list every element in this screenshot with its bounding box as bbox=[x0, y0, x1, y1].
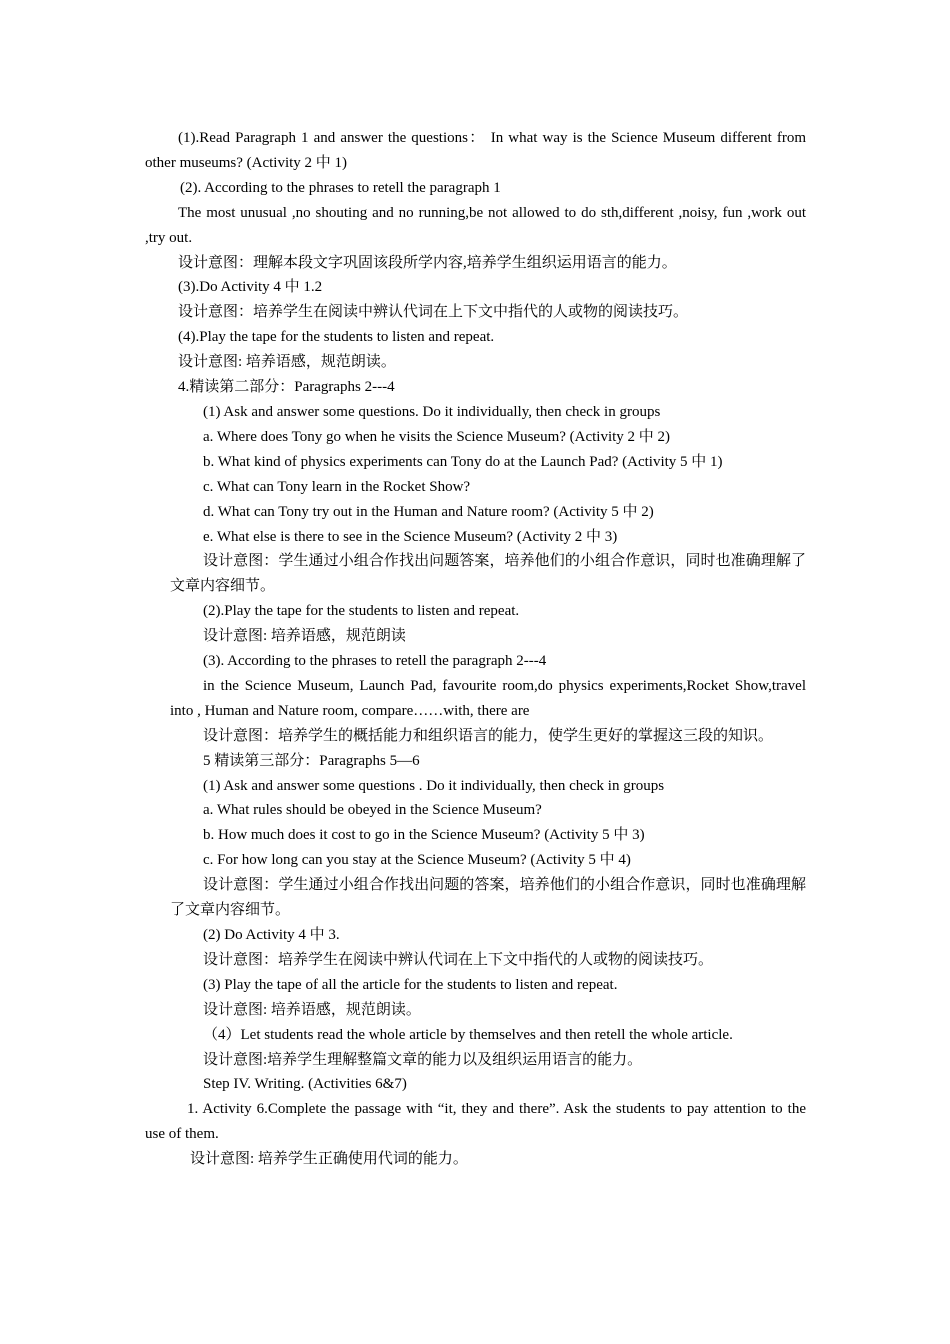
design-intent-10: 设计意图:培养学生理解整篇文章的能力以及组织运用语言的能力。 bbox=[203, 1051, 643, 1068]
question-a-2: a. What rules should be obeyed in the Science Museum? bbox=[203, 802, 542, 819]
step-iv-heading: Step IV. Writing. (Activities 6&7) bbox=[203, 1076, 407, 1093]
design-intent-1: 设计意图：理解本段文字巩固该段所学内容,培养学生组织运用语言的能力。 bbox=[178, 254, 677, 271]
ask-answer-step-2: (1) Ask and answer some questions . Do it individually, then check in groups bbox=[203, 777, 665, 794]
question-a: a. Where does Tony go when he visits the Science Museum? (Activity 2 中 2) bbox=[203, 428, 671, 445]
question-b-2: b. How much does it cost to go in the Science Museum? (Activity 5 中 3) bbox=[203, 827, 645, 844]
play-tape-step-2: (2).Play the tape for the students to listen and repeat. bbox=[203, 603, 520, 620]
retell-paragraph-2-4: (3). According to the phrases to retell the paragraph 2---4 bbox=[203, 653, 547, 670]
activity-4-step-2: (2) Do Activity 4 中 3. bbox=[203, 927, 340, 943]
activity-4-step: (3).Do Activity 4 中 1.2 bbox=[178, 279, 323, 296]
document-body bbox=[145, 126, 806, 1172]
question-e: e. What else is there to see in the Science Museum? (Activity 2 中 3) bbox=[203, 528, 618, 545]
design-intent-8: 设计意图：培养学生在阅读中辨认代词在上下文中指代的人或物的阅读技巧。 bbox=[203, 951, 714, 968]
design-intent-9: 设计意图: 培养语感，规范朗读。 bbox=[203, 1001, 421, 1018]
design-intent-11: 设计意图: 培养学生正确使用代词的能力。 bbox=[190, 1151, 468, 1168]
design-intent-5: 设计意图: 培养语感，规范朗读 bbox=[203, 628, 406, 645]
indented-block-1 bbox=[170, 549, 806, 1097]
ask-answer-step: (1) Ask and answer some questions. Do it individually, then check in groups bbox=[203, 403, 661, 420]
phrases-paragraph-1: The most unusual ,no shouting and no running,be not allowed to do sth,different ,noisy, fun ,work out ,try out. bbox=[145, 204, 806, 246]
design-intent-7: 设计意图：学生通过小组合作找出问题的答案，培养他们的小组合作意识，同时也准确理解了文章内容细节。 bbox=[170, 877, 806, 919]
phrases-paragraph-2-4: in the Science Museum, Launch Pad, favourite room,do physics experiments,Rocket Show,travel into , Human and Nature room, compare……with, there are bbox=[170, 677, 806, 719]
retell-paragraph-1: (2). According to the phrases to retell the paragraph 1 bbox=[180, 179, 501, 196]
play-tape-step: (4).Play the tape for the students to listen and repeat. bbox=[178, 329, 495, 346]
design-intent-6: 设计意图：培养学生的概括能力和组织语言的能力，使学生更好的掌握这三段的知识。 bbox=[203, 727, 774, 744]
design-intent-2: 设计意图：培养学生在阅读中辨认代词在上下文中指代的人或物的阅读技巧。 bbox=[178, 304, 689, 321]
question-b: b. What kind of physics experiments can Tony do at the Launch Pad? (Activity 5 中 1) bbox=[203, 453, 723, 470]
section-5-heading: 5 精读第三部分：Paragraphs 5—6 bbox=[203, 752, 420, 769]
design-intent-4: 设计意图：学生通过小组合作找出问题答案，培养他们的小组合作意识，同时也准确理解了文章内容细节。 bbox=[170, 553, 806, 595]
activity-6-step: 1. Activity 6.Complete the passage with “it, they and there”. Ask the students to pay attention to the use of them. bbox=[145, 1101, 806, 1143]
retell-whole-article: （4）Let students read the whole article by themselves and then retell the whole article. bbox=[203, 1026, 733, 1043]
question-c-2: c. For how long can you stay at the Science Museum? (Activity 5 中 4) bbox=[203, 852, 631, 869]
paragraph-1-question: (1).Read Paragraph 1 and answer the questions： In what way is the Science Museum different from other museums? (Activity 2 中 1) bbox=[145, 130, 806, 171]
play-tape-step-3: (3) Play the tape of all the article for the students to listen and repeat. bbox=[203, 976, 618, 993]
question-c: c. What can Tony learn in the Rocket Show? bbox=[203, 478, 471, 495]
question-d: d. What can Tony try out in the Human and Nature room? (Activity 5 中 2) bbox=[203, 503, 654, 520]
design-intent-3: 设计意图: 培养语感，规范朗读。 bbox=[178, 354, 396, 371]
section-4-heading: 4.精读第二部分：Paragraphs 2---4 bbox=[178, 379, 395, 396]
